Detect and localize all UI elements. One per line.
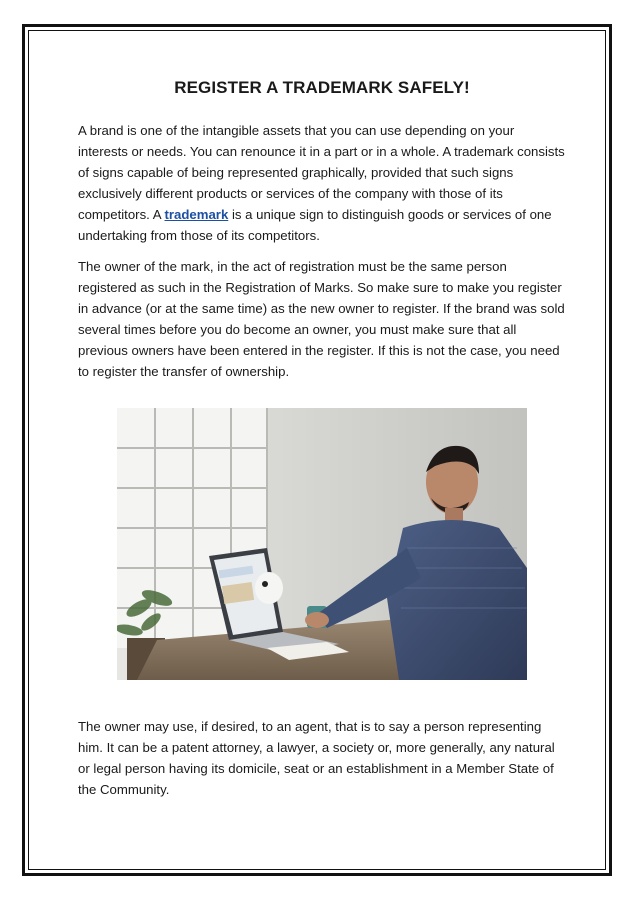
paragraph-intro-text-a: A brand is one of the intangible assets that you can use depending on your interests or needs. You can renounce it in a part or in a whole. A trademark consists of signs capable of being represented graphically, provided that such signs exclusively different products or services of the company with those of its competitors. A (78, 123, 565, 222)
trademark-link[interactable]: trademark (164, 207, 229, 222)
document-content (78, 78, 566, 810)
document-title: REGISTER A TRADEMARK SAFELY! (174, 78, 470, 97)
paragraph-intro-text-b: is a unique sign to distinguish goods or services of one undertaking from those of its competitors. (78, 207, 552, 243)
photo-man-at-laptop (117, 408, 527, 680)
photo-illustration (117, 408, 527, 680)
paragraph-intro (78, 120, 566, 246)
paragraph-ownership: The owner of the mark, in the act of registration must be the same person registered as such in the Registration of Marks. So make sure to make you register in advance (or at the same time) as the new owner to register. If the brand was sold several times before you do become an owner, you must make sure that all previous owners have been entered in the register. If this is not the case, you need to register the transfer of ownership. (78, 259, 565, 379)
paragraph-agent: The owner may use, if desired, to an agent, that is to say a person representing him. It can be a patent attorney, a lawyer, a society or, more generally, any natural or legal person having its domicile, seat or an establishment in a Member State of the Community. (78, 719, 555, 797)
